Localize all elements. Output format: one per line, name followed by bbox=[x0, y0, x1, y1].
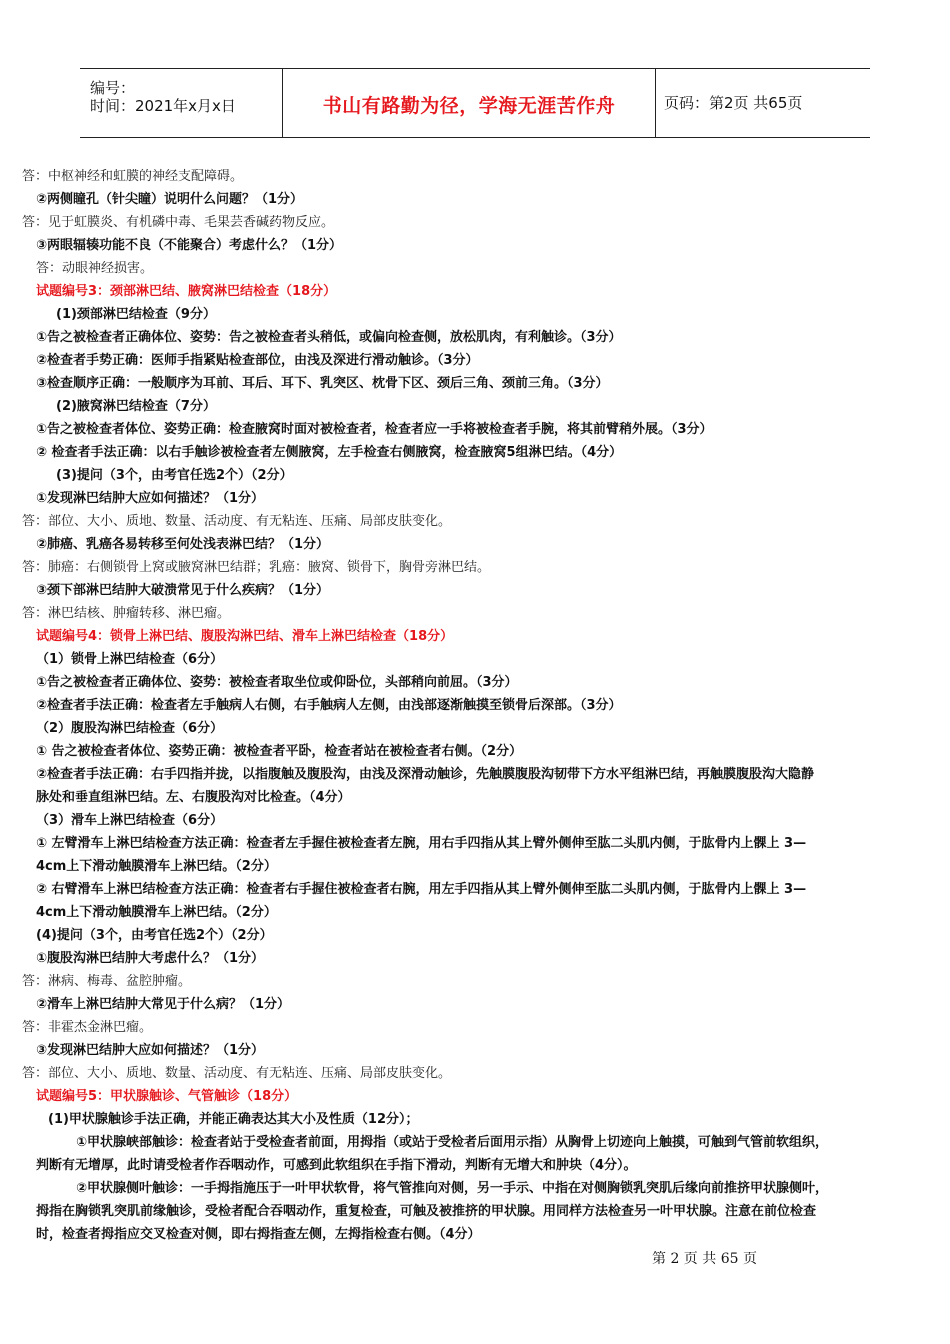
text-line: ③发现淋巴结肿大应如何描述？（1分） bbox=[36, 1043, 265, 1058]
text-line: ③两眼辐辏功能不良（不能聚合）考虑什么？（1分） bbox=[36, 238, 343, 253]
text-line: ②检查者手法正确：右手四指并拢，以指腹触及腹股沟，由浅及深滑动触诊，先触膜腹股沟韧带下方水平组淋巴结，再触膜腹股沟大隐静 bbox=[36, 767, 815, 782]
text-line: 拇指在胸锁乳突肌前缘触诊，受检者配合吞咽动作，重复检查，可触及被推挤的甲状腺。用同样方法检查另一叶甲状腺。注意在前位检查 bbox=[36, 1204, 817, 1219]
text-line: ③颈下部淋巴结肿大破溃常见于什么疾病？（1分） bbox=[36, 583, 330, 598]
answer-line: 答：动眼神经损害。 bbox=[36, 261, 154, 276]
text-line: (4)提问（3个，由考官任选2个）（2分） bbox=[36, 928, 273, 943]
text-line: (2)腋窝淋巴结检查（7分） bbox=[56, 399, 216, 414]
text-line: 脉处和垂直组淋巴结。左、右腹股沟对比检查。（4分） bbox=[36, 790, 351, 805]
answer-line: 答：部位、大小、质地、数量、活动度、有无粘连、压痛、局部皮肤变化。 bbox=[22, 1066, 452, 1081]
text-line: ①甲状腺峡部触诊：检查者站于受检查者前面，用拇指（或站于受检者后面用示指）从胸骨上切迹向上触摸，可触到气管前软组织， bbox=[76, 1135, 829, 1150]
text-line: ① 左臂滑车上淋巴结检查方法正确：检查者左手握住被检查者左腕，用右手四指从其上臂外侧伸至肱二头肌内侧，于肱骨内上髁上 3— bbox=[36, 836, 807, 851]
text-line: (1)颈部淋巴结检查（9分） bbox=[56, 307, 216, 322]
page-footer: 第 2 页 共 65 页 bbox=[652, 1251, 757, 1267]
question-heading: 试题编号4：锁骨上淋巴结、腹股沟淋巴结、滑车上淋巴结检查（18分） bbox=[36, 629, 454, 644]
text-line: ②甲状腺侧叶触诊：一手拇指施压于一叶甲状软骨，将气管推向对侧，另一手示、中指在对侧胸锁乳突肌后缘向前推挤甲状腺侧叶， bbox=[76, 1181, 829, 1196]
text-line: （3）滑车上淋巴结检查（6分） bbox=[36, 813, 224, 828]
text-line: ②两侧瞳孔（针尖瞳）说明什么问题？（1分） bbox=[36, 192, 304, 207]
text-line: ② 检查者手法正确：以右手触诊被检查者左侧腋窝，左手检查右侧腋窝，检查腋窝5组淋巴结。（4分） bbox=[36, 445, 623, 460]
text-line: (1)甲状腺触诊手法正确，并能正确表达其大小及性质（12分）； bbox=[48, 1112, 419, 1127]
text-line: ① 告之被检查者体位、姿势正确：被检查者平卧，检查者站在被检查者右侧。（2分） bbox=[36, 744, 523, 759]
document-id-label: 编号： bbox=[90, 79, 136, 97]
text-line: （2）腹股沟淋巴结检查（6分） bbox=[36, 721, 224, 736]
answer-line: 答：中枢神经和虹膜的神经支配障碍。 bbox=[22, 169, 244, 184]
text-line: ①告之被检查者正确体位、姿势：被检查者取坐位或仰卧位，头部稍向前屈。（3分） bbox=[36, 675, 518, 690]
answer-line: 答：非霍杰金淋巴瘤。 bbox=[22, 1020, 153, 1035]
header-motto: 书山有路勤为径，学海无涯苦作舟 bbox=[322, 95, 616, 117]
document-date: 时间：2021年x月x日 bbox=[90, 97, 236, 115]
text-line: (3)提问（3个，由考官任选2个）（2分） bbox=[56, 468, 293, 483]
answer-line: 答：部位、大小、质地、数量、活动度、有无粘连、压痛、局部皮肤变化。 bbox=[22, 514, 452, 529]
answer-line: 答：淋巴结核、肿瘤转移、淋巴瘤。 bbox=[22, 606, 231, 621]
answer-line: 答：肺癌：右侧锁骨上窝或腋窝淋巴结群；乳癌：腋窝、锁骨下，胸骨旁淋巴结。 bbox=[22, 560, 491, 575]
text-line: ② 右臂滑车上淋巴结检查方法正确：检查者右手握住被检查者右腕，用左手四指从其上臂外侧伸至肱二头肌内侧，于肱骨内上髁上 3— bbox=[36, 882, 807, 897]
text-line: ②滑车上淋巴结肿大常见于什么病？（1分） bbox=[36, 997, 291, 1012]
text-line: 4cm上下滑动触膜滑车上淋巴结。（2分） bbox=[36, 905, 277, 920]
text-line: ①告之被检查者正确体位、姿势：告之被检查者头稍低，或偏向检查侧，放松肌肉，有利触诊。（3分） bbox=[36, 330, 622, 345]
text-line: ③检查顺序正确：一般顺序为耳前、耳后、耳下、乳突区、枕骨下区、颈后三角、颈前三角。（3分） bbox=[36, 376, 609, 391]
text-line: ①发现淋巴结肿大应如何描述？（1分） bbox=[36, 491, 265, 506]
text-line: ①腹股沟淋巴结肿大考虑什么？（1分） bbox=[36, 951, 265, 966]
text-line: ②肺癌、乳癌各易转移至何处浅表淋巴结？（1分） bbox=[36, 537, 330, 552]
text-line: 时，检查者拇指应交叉检查对侧，即右拇指查左侧，左拇指检查右侧。（4分） bbox=[36, 1227, 481, 1242]
header-page-number: 页码：第2页 共65页 bbox=[664, 94, 803, 112]
text-line: 4cm上下滑动触膜滑车上淋巴结。（2分） bbox=[36, 859, 277, 874]
text-line: ②检查者手势正确：医师手指紧贴检查部位，由浅及深进行滑动触诊。（3分） bbox=[36, 353, 479, 368]
answer-line: 答：见于虹膜炎、有机磷中毒、毛果芸香碱药物反应。 bbox=[22, 215, 335, 230]
answer-line: 答：淋病、梅毒、盆腔肿瘤。 bbox=[22, 974, 192, 989]
text-line: 判断有无增厚，此时请受检者作吞咽动作，可感到此软组织在手指下滑动，判断有无增大和肿块（4分）。 bbox=[36, 1158, 637, 1173]
text-line: （1）锁骨上淋巴结检查（6分） bbox=[36, 652, 224, 667]
question-heading: 试题编号5：甲状腺触诊、气管触诊（18分） bbox=[36, 1089, 298, 1104]
text-line: ②检查者手法正确：检查者左手触病人右侧，右手触病人左侧，由浅部逐渐触摸至锁骨后深部。（3分） bbox=[36, 698, 622, 713]
question-heading: 试题编号3：颈部淋巴结、腋窝淋巴结检查（18分） bbox=[36, 284, 337, 299]
text-line: ①告之被检查者体位、姿势正确：检查腋窝时面对被检查者，检查者应一手将被检查者手腕，将其前臂稍外展。（3分） bbox=[36, 422, 713, 437]
